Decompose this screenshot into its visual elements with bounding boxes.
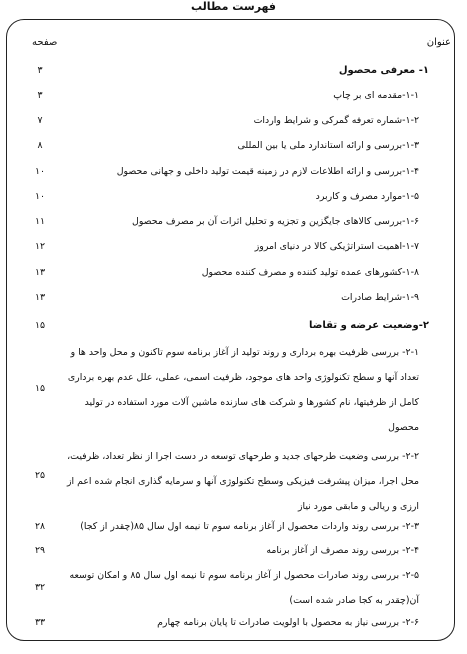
- toc-entry-title: ۱-۸-کشورهای عمده تولید کننده و مصرف کننده محصول: [201, 267, 419, 278]
- toc-entry-title: ۱-۲-شماره تعرفه گمرکی و شرایط واردات: [253, 115, 419, 126]
- toc-entry-line: تعداد آنها و سطح تکنولوژی واحد های موجود، ظرفیت اسمی، عملی، علل عدم بهره برداری: [67, 372, 419, 383]
- toc-entry-page: ۱۲: [34, 241, 46, 252]
- toc-entry-title: ۱-۵-موارد مصرف و کاربرد: [315, 191, 419, 202]
- toc-entry-title: ۲-وضعیت عرضه و تقاضا: [308, 320, 429, 331]
- toc-entry-page: ۳: [37, 65, 43, 76]
- toc-entry-line: ارزی و ریالی و مابقی مورد نیاز: [297, 501, 419, 512]
- toc-entry-page: ۷: [37, 115, 43, 126]
- page-title: فهرست مطالب: [0, 0, 467, 13]
- toc-entry-page: ۱۰: [34, 166, 46, 177]
- toc-entry-page: ۲۸: [34, 521, 46, 532]
- toc-entry-title: [57, 444, 419, 519]
- topic-column-header: عنوان: [426, 37, 451, 48]
- toc-entry-line: ۲-۵- بررسی روند صادرات محصول از آغاز برنامه سوم تا نیمه اول سال ۸۵ و امکان توسعه: [69, 570, 419, 581]
- toc-entry-title: ۱-۹-شرایط صادرات: [341, 292, 419, 303]
- toc-entry-page: ۳: [37, 90, 43, 101]
- toc-entry-title: ۲-۴- بررسی روند مصرف از آغاز برنامه: [266, 545, 419, 556]
- page-column-header: صفحه: [32, 37, 58, 48]
- toc-entry-title: ۲-۶- بررسی نیاز به محصول با اولویت صادرات تا پایان برنامه چهارم: [157, 617, 419, 628]
- toc-entry-title: ۱-۶-بررسی کالاهای جایگزین و تجزیه و تحلیل اثرات آن بر مصرف محصول: [132, 216, 419, 227]
- toc-entry-page: ۳۲: [34, 582, 46, 593]
- toc-entry-line: کامل از ظرفیتها، نام کشورها و شرکت های سازنده ماشین آلات مورد استفاده در تولید: [84, 397, 419, 408]
- toc-entry-title: [57, 340, 419, 440]
- toc-entry-line: ۲-۱- بررسی ظرفیت بهره برداری و روند تولید از آغاز برنامه سوم تاکنون و محل واحد ها و: [70, 347, 419, 358]
- toc-entry-title: ۱- معرفی محصول: [338, 65, 429, 76]
- toc-entry-title: ۱-۱-مقدمه ای بر چاپ: [333, 90, 419, 101]
- toc-entry-page: ۲۵: [34, 470, 46, 481]
- toc-entry-line: ۲-۲- بررسی وضعیت طرحهای جدید و طرحهای توسعه در دست اجرا از نظر تعداد، ظرفیت،: [67, 451, 419, 462]
- toc-entry-line: محل اجرا، میزان پیشرفت فیزیکی وسطح تکنولوژی آنها و سرمایه گذاری انجام شده اعم از: [66, 476, 419, 487]
- toc-entry-line: محصول: [388, 422, 419, 433]
- toc-entry-page: ۸: [37, 140, 43, 151]
- toc-entry-title: ۱-۳-بررسی و ارائه استاندارد ملی یا بین المللی: [237, 140, 419, 151]
- toc-entry-page: ۳۳: [34, 617, 46, 628]
- toc-entry-line: آن(چقدر به کجا صادر شده است): [289, 595, 419, 606]
- toc-entry-page: ۱۱: [34, 216, 46, 227]
- toc-entry-page: ۱۳: [34, 292, 46, 303]
- toc-entry-page: ۱۰: [34, 191, 46, 202]
- toc-entry-title: ۲-۳- بررسی روند واردات محصول از آغاز برنامه سوم تا نیمه اول سال ۸۵(چقدر از کجا): [80, 521, 419, 532]
- toc-entry-page: ۱۵: [34, 320, 46, 331]
- toc-entry-page: ۱۳: [34, 267, 46, 278]
- toc-entry-title: ۱-۷-اهمیت استراتژیکی کالا در دنیای امروز: [254, 241, 419, 252]
- toc-entry-title: [57, 563, 419, 613]
- toc-entry-page: ۲۹: [34, 545, 46, 556]
- toc-entry-page: ۱۵: [34, 383, 46, 394]
- toc-entry-title: ۱-۴-بررسی و ارائه اطلاعات لازم در زمینه قیمت تولید داخلی و جهانی محصول: [116, 166, 419, 177]
